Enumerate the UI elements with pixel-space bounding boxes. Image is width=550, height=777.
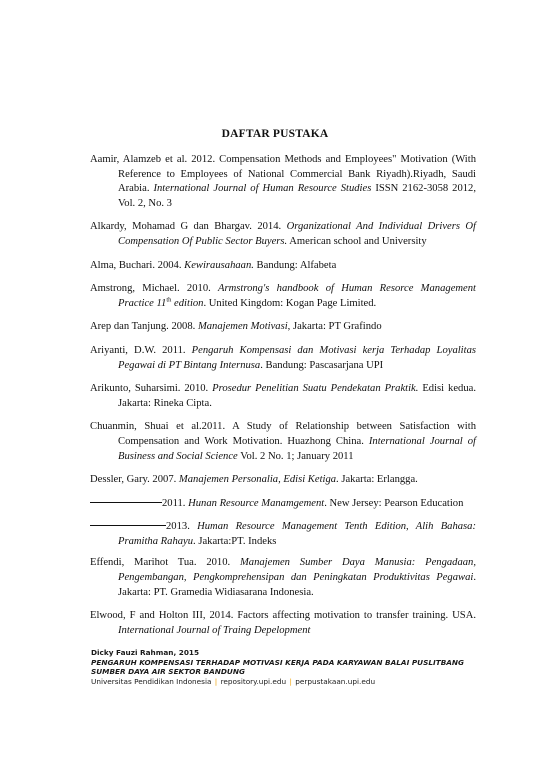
footer-separator: | — [214, 676, 218, 686]
reference-item: Chuanmin, Shuai et al.2011. A Study of Relationship between Satisfaction with Compensation and Work Motivation. Huazhong China. International Journal of Business and Social Science Vol. 2 No. 1; January 2011 — [90, 421, 476, 462]
reference-item: 2011. Hunan Resource Manamgement. New Jersey: Pearson Education — [90, 497, 476, 512]
reference-item: Ariyanti, D.W. 2011. Pengaruh Kompensasi dan Motivasi kerja Terhadap Loyalitas Pegawai di PT Bintang Internusa. Bandung: Pascasarjana UPI — [90, 344, 476, 371]
footer-links — [91, 677, 511, 687]
reference-item: Arikunto, Suharsimi. 2010. Prosedur Penelitian Suatu Pendekatan Praktik. Edisi kedua. Jakarta: Rineka Cipta. — [90, 383, 476, 409]
page-footer — [91, 648, 511, 686]
reference-item: Dessler, Gary. 2007. Manajemen Personalia, Edisi Ketiga. Jakarta: Erlangga. — [90, 474, 418, 486]
footer-thesis-title-cont: SUMBER DAYA AIR SEKTOR BANDUNG — [91, 667, 245, 677]
reference-list — [90, 153, 476, 647]
footer-library-link[interactable]: perpustakaan.upi.edu — [295, 676, 376, 686]
reference-item: Arep dan Tanjung. 2008. Manajemen Motivasi, Jakarta: PT Grafindo — [90, 321, 382, 333]
footer-thesis-title: PENGARUH KOMPENSASI TERHADAP MOTIVASI KERJA PADA KARYAWAN BALAI PUSLITBANG — [91, 657, 464, 667]
footer-university: Universitas Pendidikan Indonesia — [91, 676, 212, 686]
reference-item: Alma, Buchari. 2004. Kewirausahaan. Bandung: Alfabeta — [90, 259, 337, 271]
footer-repo-link[interactable]: repository.upi.edu — [220, 676, 287, 686]
footer-separator: | — [289, 676, 292, 686]
reference-item: Elwood, F and Holton III, 2014. Factors affecting motivation to transfer training. USA. International Journal of Traing Depelopment — [90, 610, 476, 636]
footer-author: Dicky Fauzi Rahman, 2015 — [91, 648, 200, 657]
reference-item: Amstrong, Michael. 2010. Armstrong's handbook of Human Resorce Management Practice 11th edition. United Kingdom: Kogan Page Limited. — [90, 283, 476, 309]
ditto-line — [90, 502, 162, 503]
page-title: DAFTAR PUSTAKA — [221, 128, 329, 140]
reference-item: 2013. Human Resource Management Tenth Edition, Alih Bahasa: Pramitha Rahayu. Jakarta:PT. Indeks — [90, 520, 476, 549]
reference-item: Aamir, Alamzeb et al. 2012. Compensation Methods and Employees" Motivation (With Reference to Employees of National Commercial Bank Riyadh).Riyadh, Saudi Arabia. International Journal of Human Resource Studies ISSN 2162-3058 2012, Vol. 2, No. 3 — [90, 154, 476, 209]
reference-item: Effendi, Marihot Tua. 2010. Manajemen Sumber Daya Manusia: Pengadaan, Pengembangan, Pengkomprehensipan dan Peningkatan Produktivitas Pegawai. Jakarta: PT. Gramedia Widiasarana Indonesia. — [90, 557, 477, 598]
ditto-line — [90, 525, 166, 526]
reference-item: Alkardy, Mohamad G dan Bhargav. 2014. Organizational And Individual Drivers Of Compensation Of Public Sector Buyers. American school and University — [90, 221, 476, 247]
